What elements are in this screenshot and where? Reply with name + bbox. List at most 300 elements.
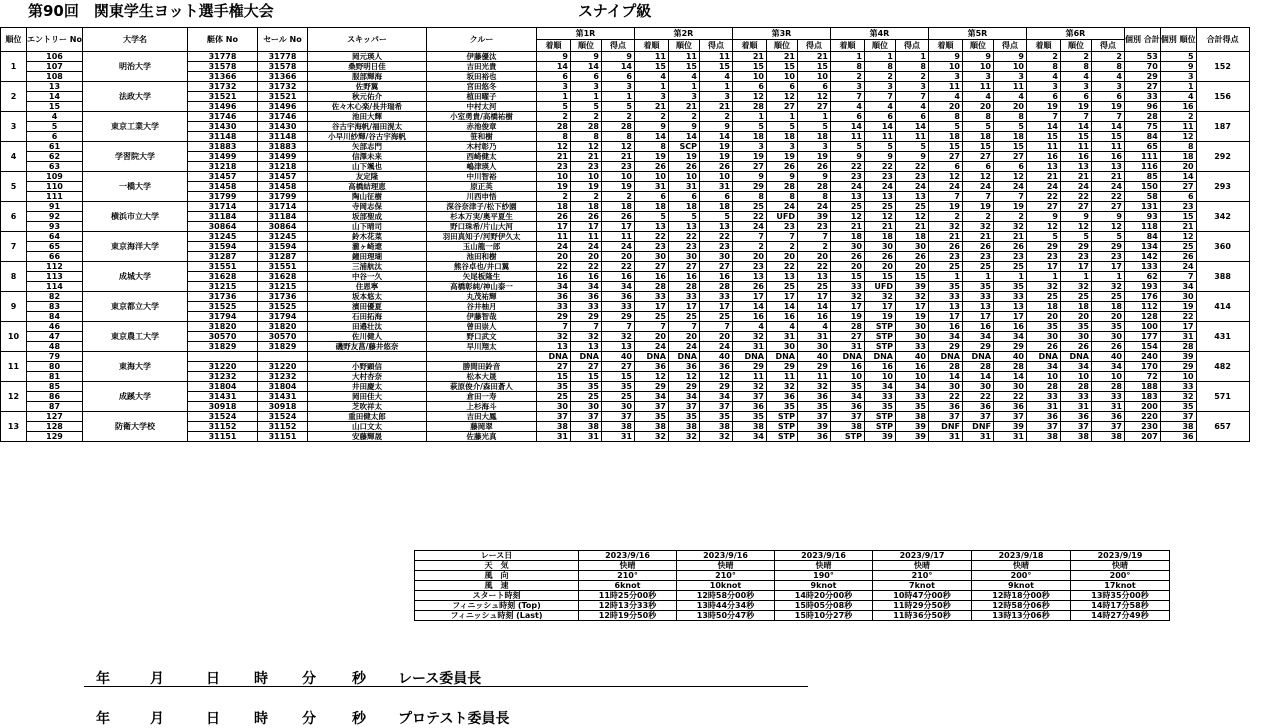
- finish-place: 2: [1026, 52, 1060, 62]
- race-points: 27: [601, 362, 634, 372]
- crew-name: 小室勇貴/高橋祐樹: [426, 112, 536, 122]
- team-rank: 7: [1, 232, 27, 262]
- race-position: STP: [766, 432, 797, 442]
- skipper-name: 石田拓海: [307, 312, 426, 322]
- skipper-name: 寺岡志保: [307, 202, 426, 212]
- table-row: [1, 342, 1250, 352]
- individual-rank: 19: [1160, 302, 1196, 312]
- race-points: 19: [797, 152, 830, 162]
- race-points: 28: [1091, 382, 1124, 392]
- race-points: 35: [601, 382, 634, 392]
- race-points: 8: [895, 62, 928, 72]
- race-position: 6: [570, 72, 601, 82]
- individual-total: 220: [1124, 412, 1160, 422]
- individual-total: 112: [1124, 302, 1160, 312]
- info-value: 快晴: [677, 561, 775, 571]
- race-points: 31: [993, 432, 1026, 442]
- race-points: 20: [797, 252, 830, 262]
- individual-total: 84: [1124, 232, 1160, 242]
- race-points: 33: [1091, 392, 1124, 402]
- day-label: 日: [206, 671, 220, 687]
- university-name: 防衛大学校: [82, 412, 187, 442]
- finish-place: 29: [732, 362, 766, 372]
- race-position: 19: [962, 202, 993, 212]
- table-row: [1, 422, 1250, 432]
- finish-place: 8: [536, 132, 570, 142]
- entry-number: 109: [27, 172, 83, 182]
- race-position: DNA: [668, 352, 699, 362]
- race-position: 10: [570, 172, 601, 182]
- finish-place: DNA: [634, 352, 668, 362]
- crew-name: 勝間田鈴音: [426, 362, 536, 372]
- race-position: 7: [668, 322, 699, 332]
- race-position: 8: [962, 112, 993, 122]
- finish-place: 22: [1026, 192, 1060, 202]
- race-points: 18: [895, 232, 928, 242]
- finish-place: 10: [928, 62, 962, 72]
- race-points: 25: [699, 312, 732, 322]
- race-position: 20: [570, 252, 601, 262]
- table-row: [1, 182, 1250, 192]
- sail-number: 31732: [257, 82, 307, 92]
- hull-number: 31148: [187, 132, 257, 142]
- crew-name: 野口珠希/片山大河: [426, 222, 536, 232]
- race-points: 35: [993, 282, 1026, 292]
- race-points: 28: [797, 182, 830, 192]
- crew-name: 深谷奈津子/松下紗園: [426, 202, 536, 212]
- skipper-name: 中谷一久: [307, 272, 426, 282]
- finish-place: 11: [732, 372, 766, 382]
- info-label: 天 気: [415, 561, 579, 571]
- race-position: 28: [668, 282, 699, 292]
- race-points: 21: [601, 152, 634, 162]
- race-points: 22: [797, 262, 830, 272]
- minute-label: 分: [302, 711, 316, 727]
- race-points: 9: [699, 122, 732, 132]
- finish-place: 7: [830, 92, 864, 102]
- finish-place: 27: [536, 362, 570, 372]
- race-points: 10: [1091, 372, 1124, 382]
- race-points: 18: [601, 202, 634, 212]
- skipper-header: スキッパー: [307, 28, 426, 52]
- race-position: 14: [766, 302, 797, 312]
- race-position: 24: [1060, 182, 1091, 192]
- race-position: 25: [668, 312, 699, 322]
- race-points: 17: [699, 302, 732, 312]
- race-points: 5: [1091, 232, 1124, 242]
- table-row: [1, 102, 1250, 112]
- race-points: 37: [993, 412, 1026, 422]
- race-position: 35: [570, 382, 601, 392]
- individual-total: 118: [1124, 222, 1160, 232]
- race-points: 19: [699, 142, 732, 152]
- finish-place: 5: [536, 102, 570, 112]
- race-points: 12: [1091, 222, 1124, 232]
- race-position: 38: [668, 422, 699, 432]
- race-points: 30: [797, 342, 830, 352]
- team-total: 360: [1196, 232, 1249, 262]
- race-position: 10: [864, 372, 895, 382]
- race-position: 16: [864, 362, 895, 372]
- finish-place: 4: [830, 102, 864, 112]
- finish-place: 34: [1026, 362, 1060, 372]
- race-position: 8: [570, 132, 601, 142]
- race-position: 6: [864, 112, 895, 122]
- finish-place: 27: [634, 262, 668, 272]
- race-points: 22: [993, 392, 1026, 402]
- hull-number: 31496: [187, 102, 257, 112]
- race-position: 7: [1060, 112, 1091, 122]
- race-position: 9: [766, 172, 797, 182]
- race-position: 7: [864, 92, 895, 102]
- race-points: 18: [1091, 302, 1124, 312]
- finish-place: 10: [732, 72, 766, 82]
- race-points: 24: [895, 182, 928, 192]
- finish-place: 23: [1026, 252, 1060, 262]
- second-label: 秒: [352, 671, 366, 687]
- sail-number: 31521: [257, 92, 307, 102]
- race-points: 32: [601, 332, 634, 342]
- class-title: スナイプ級: [578, 2, 652, 20]
- individual-rank: 27: [1160, 182, 1196, 192]
- team-total: 152: [1196, 52, 1249, 82]
- race-position: 29: [668, 382, 699, 392]
- entry-number: 127: [27, 412, 83, 422]
- race-position: 16: [1060, 152, 1091, 162]
- crew-name: 矢尾板隆生: [426, 272, 536, 282]
- hull-number: 31152: [187, 422, 257, 432]
- race-position: 21: [668, 102, 699, 112]
- race-points: 12: [699, 372, 732, 382]
- race-position: 10: [766, 72, 797, 82]
- race-points: 25: [601, 392, 634, 402]
- skipper-name: 大村杏奈: [307, 372, 426, 382]
- info-value: 2023/9/16: [579, 551, 677, 561]
- team-total: 657: [1196, 412, 1249, 442]
- entry-header: エントリー No: [27, 28, 83, 52]
- race-points: 24: [993, 182, 1026, 192]
- race-points: 20: [993, 102, 1026, 112]
- individual-total: 188: [1124, 382, 1160, 392]
- team-rank: 8: [1, 262, 27, 292]
- race-position: 35: [1060, 322, 1091, 332]
- finish-place: 5: [732, 122, 766, 132]
- skipper-name: 岡元瑛人: [307, 52, 426, 62]
- finish-place: 21: [830, 222, 864, 232]
- race-points: 12: [797, 92, 830, 102]
- race-points: 15: [1091, 132, 1124, 142]
- finish-place: 32: [928, 222, 962, 232]
- finish-place: 32: [732, 332, 766, 342]
- hull-number: 31578: [187, 62, 257, 72]
- individual-rank: 35: [1160, 402, 1196, 412]
- race-points: 30: [895, 322, 928, 332]
- race-position: 17: [570, 222, 601, 232]
- finish-place: 30: [928, 382, 962, 392]
- race-points: 33: [895, 392, 928, 402]
- position-header: 順位: [570, 40, 601, 52]
- skipper-name: 安藤輝晟: [307, 432, 426, 442]
- sail-number: 31215: [257, 282, 307, 292]
- race-position: 2: [668, 112, 699, 122]
- race-points: 20: [1091, 312, 1124, 322]
- race-position: 11: [570, 232, 601, 242]
- table-row: [1, 242, 1250, 252]
- race-position: STP: [766, 412, 797, 422]
- race-position: 23: [766, 222, 797, 232]
- entry-number: 46: [27, 322, 83, 332]
- finish-place: 36: [928, 402, 962, 412]
- race-points: 7: [1091, 112, 1124, 122]
- race-position: 6: [1060, 92, 1091, 102]
- race-position: 20: [668, 332, 699, 342]
- race-position: 21: [570, 152, 601, 162]
- entry-number: 79: [27, 352, 83, 362]
- race-points: 19: [601, 182, 634, 192]
- race-position: 3: [668, 92, 699, 102]
- race-position: 4: [962, 92, 993, 102]
- results-table: [0, 27, 1250, 442]
- race-points: 2: [895, 72, 928, 82]
- race-position: 13: [766, 272, 797, 282]
- sail-number: 31628: [257, 272, 307, 282]
- table-row: [1, 122, 1250, 132]
- race-position: 15: [962, 142, 993, 152]
- info-row: [415, 601, 1170, 611]
- individual-total: 65: [1124, 142, 1160, 152]
- race-position: 13: [570, 342, 601, 352]
- finish-place: 13: [634, 222, 668, 232]
- race-points: 13: [699, 222, 732, 232]
- hull-number: 31232: [187, 372, 257, 382]
- finish-place: 2: [536, 192, 570, 202]
- crew-name: 植田曜子: [426, 92, 536, 102]
- race-position: 31: [766, 332, 797, 342]
- table-row: [1, 402, 1250, 412]
- race-position: 22: [766, 262, 797, 272]
- info-value: 2023/9/18: [972, 551, 1071, 561]
- crew-name: 吉田光貴: [426, 62, 536, 72]
- hull-number: 31799: [187, 192, 257, 202]
- finish-place: 21: [732, 52, 766, 62]
- individual-rank: 17: [1160, 322, 1196, 332]
- race-position: 21: [962, 232, 993, 242]
- info-value: 6knot: [579, 581, 677, 591]
- finish-place: 28: [1026, 382, 1060, 392]
- race-points: 19: [993, 202, 1026, 212]
- crew-name: 中村太河: [426, 102, 536, 112]
- sail-number: 31883: [257, 142, 307, 152]
- race-position: 19: [1060, 102, 1091, 112]
- finish-place: 30: [830, 242, 864, 252]
- race-points: 2: [601, 192, 634, 202]
- points-header: 得点: [993, 40, 1026, 52]
- finish-place: 3: [536, 82, 570, 92]
- race-position: 11: [864, 132, 895, 142]
- info-value: 10knot: [677, 581, 775, 591]
- finish-place: 10: [634, 172, 668, 182]
- race-position: 17: [766, 292, 797, 302]
- race-position: 35: [766, 402, 797, 412]
- team-rank: 6: [1, 202, 27, 232]
- race-points: 21: [993, 232, 1026, 242]
- hull-number: 31551: [187, 262, 257, 272]
- table-row: [1, 222, 1250, 232]
- finish-place: 9: [928, 52, 962, 62]
- finish-place: 18: [634, 202, 668, 212]
- finish-place: DNA: [536, 352, 570, 362]
- race-position: 2: [570, 112, 601, 122]
- race-points: 5: [993, 122, 1026, 132]
- university-name: 横浜市立大学: [82, 202, 187, 232]
- crew-name: 藤岡翠: [426, 422, 536, 432]
- individual-rank: 8: [1160, 142, 1196, 152]
- race-points: 28: [699, 282, 732, 292]
- race-position: 31: [1060, 402, 1091, 412]
- entry-number: 86: [27, 392, 83, 402]
- race-position: 14: [1060, 122, 1091, 132]
- finish-place: 17: [1026, 262, 1060, 272]
- race-points: 8: [993, 112, 1026, 122]
- individual-total-header: 個別 合計: [1124, 28, 1160, 52]
- finish-place: 35: [830, 382, 864, 392]
- finish-place: DNA: [928, 352, 962, 362]
- info-value: 13時44分34秒: [677, 601, 775, 611]
- finish-place: 30: [536, 402, 570, 412]
- race-points: 38: [1091, 432, 1124, 442]
- finish-place: 37: [1026, 422, 1060, 432]
- race-position: 11: [668, 52, 699, 62]
- skipper-name: 山下晴司: [307, 222, 426, 232]
- race-points: 37: [797, 412, 830, 422]
- finish-place: 2: [536, 112, 570, 122]
- sail-number: 31457: [257, 172, 307, 182]
- individual-rank-header: 個別 順位: [1160, 28, 1196, 52]
- sail-number: 31594: [257, 242, 307, 252]
- race-points: 30: [1091, 332, 1124, 342]
- points-header: 得点: [895, 40, 928, 52]
- finish-place: 25: [634, 312, 668, 322]
- finish-place: 3: [634, 92, 668, 102]
- race-position: 23: [1060, 252, 1091, 262]
- finish-place: 5: [634, 212, 668, 222]
- race-position: 35: [962, 282, 993, 292]
- hull-number: 31184: [187, 212, 257, 222]
- race-position: STP: [864, 342, 895, 352]
- finish-place: 21: [928, 232, 962, 242]
- race-points: 24: [699, 342, 732, 352]
- race-position: 2: [864, 72, 895, 82]
- finish-place: 20: [928, 102, 962, 112]
- info-value: 快晴: [579, 561, 677, 571]
- table-row: [1, 52, 1250, 62]
- entry-number: 85: [27, 382, 83, 392]
- race-points: 32: [1091, 282, 1124, 292]
- finish-place: 23: [928, 252, 962, 262]
- entry-number: 65: [27, 242, 83, 252]
- sail-number: 31551: [257, 262, 307, 272]
- entry-number: 61: [27, 142, 83, 152]
- race-position: 27: [1060, 202, 1091, 212]
- race-position: 26: [570, 212, 601, 222]
- finish-place: 35: [732, 412, 766, 422]
- crew-name: 丸茂祐輝: [426, 292, 536, 302]
- race-points: 12: [601, 142, 634, 152]
- hour-label: 時: [254, 711, 268, 727]
- race-position: 30: [570, 402, 601, 412]
- individual-rank: 4: [1160, 92, 1196, 102]
- hull-number: 30864: [187, 222, 257, 232]
- table-row: [1, 232, 1250, 242]
- race-points: 1: [699, 82, 732, 92]
- race-position: 32: [668, 432, 699, 442]
- entry-number: 113: [27, 272, 83, 282]
- finish-place: 9: [830, 152, 864, 162]
- race-position: 24: [668, 342, 699, 352]
- finish-place: 9: [1026, 212, 1060, 222]
- university-name: 東京都立大学: [82, 292, 187, 322]
- race-points: 32: [895, 292, 928, 302]
- finish-place: 7: [1026, 112, 1060, 122]
- race-points: 33: [699, 292, 732, 302]
- individual-total: 111: [1124, 152, 1160, 162]
- race-points: 29: [699, 382, 732, 392]
- crew-name: 川西申悟: [426, 192, 536, 202]
- race-position: 36: [766, 392, 797, 402]
- race-position: 31: [668, 182, 699, 192]
- hull-number: [187, 352, 257, 362]
- race-points: 3: [1091, 82, 1124, 92]
- individual-total: 33: [1124, 92, 1160, 102]
- team-rank: 11: [1, 352, 27, 382]
- individual-rank: 24: [1160, 262, 1196, 272]
- sail-number: 31799: [257, 192, 307, 202]
- crew-header: クルー: [426, 28, 536, 52]
- table-row: [1, 62, 1250, 72]
- race-points: 8: [1091, 62, 1124, 72]
- race-points: 29: [993, 342, 1026, 352]
- race-position: 35: [668, 412, 699, 422]
- race-points: 14: [601, 62, 634, 72]
- race-info-table: [414, 550, 1170, 621]
- team-total: 187: [1196, 112, 1249, 142]
- race-points: 11: [699, 52, 732, 62]
- race-1-header: 第1R: [536, 28, 634, 40]
- crew-name: 熊谷卓也/井口翼: [426, 262, 536, 272]
- individual-rank: 12: [1160, 132, 1196, 142]
- race-points: 22: [1091, 192, 1124, 202]
- crew-name: 萩原俊介/森田蒼人: [426, 382, 536, 392]
- skipper-name: 三浦航汰: [307, 262, 426, 272]
- race-position: 11: [962, 82, 993, 92]
- finish-place: 12: [928, 172, 962, 182]
- race-position: 29: [766, 362, 797, 372]
- race-position: 14: [570, 62, 601, 72]
- finish-place: 18: [536, 202, 570, 212]
- race-points: 14: [1091, 122, 1124, 132]
- finish-place: 33: [634, 292, 668, 302]
- race-position: 21: [864, 222, 895, 232]
- table-row: [1, 72, 1250, 82]
- finish-place: 35: [928, 282, 962, 292]
- race-points: 13: [601, 342, 634, 352]
- finish-place: 10: [1026, 372, 1060, 382]
- finish-place: 38: [1026, 432, 1060, 442]
- race-points: 35: [895, 402, 928, 412]
- individual-rank: 18: [1160, 152, 1196, 162]
- race-points: 20: [895, 262, 928, 272]
- hull-number: 30570: [187, 332, 257, 342]
